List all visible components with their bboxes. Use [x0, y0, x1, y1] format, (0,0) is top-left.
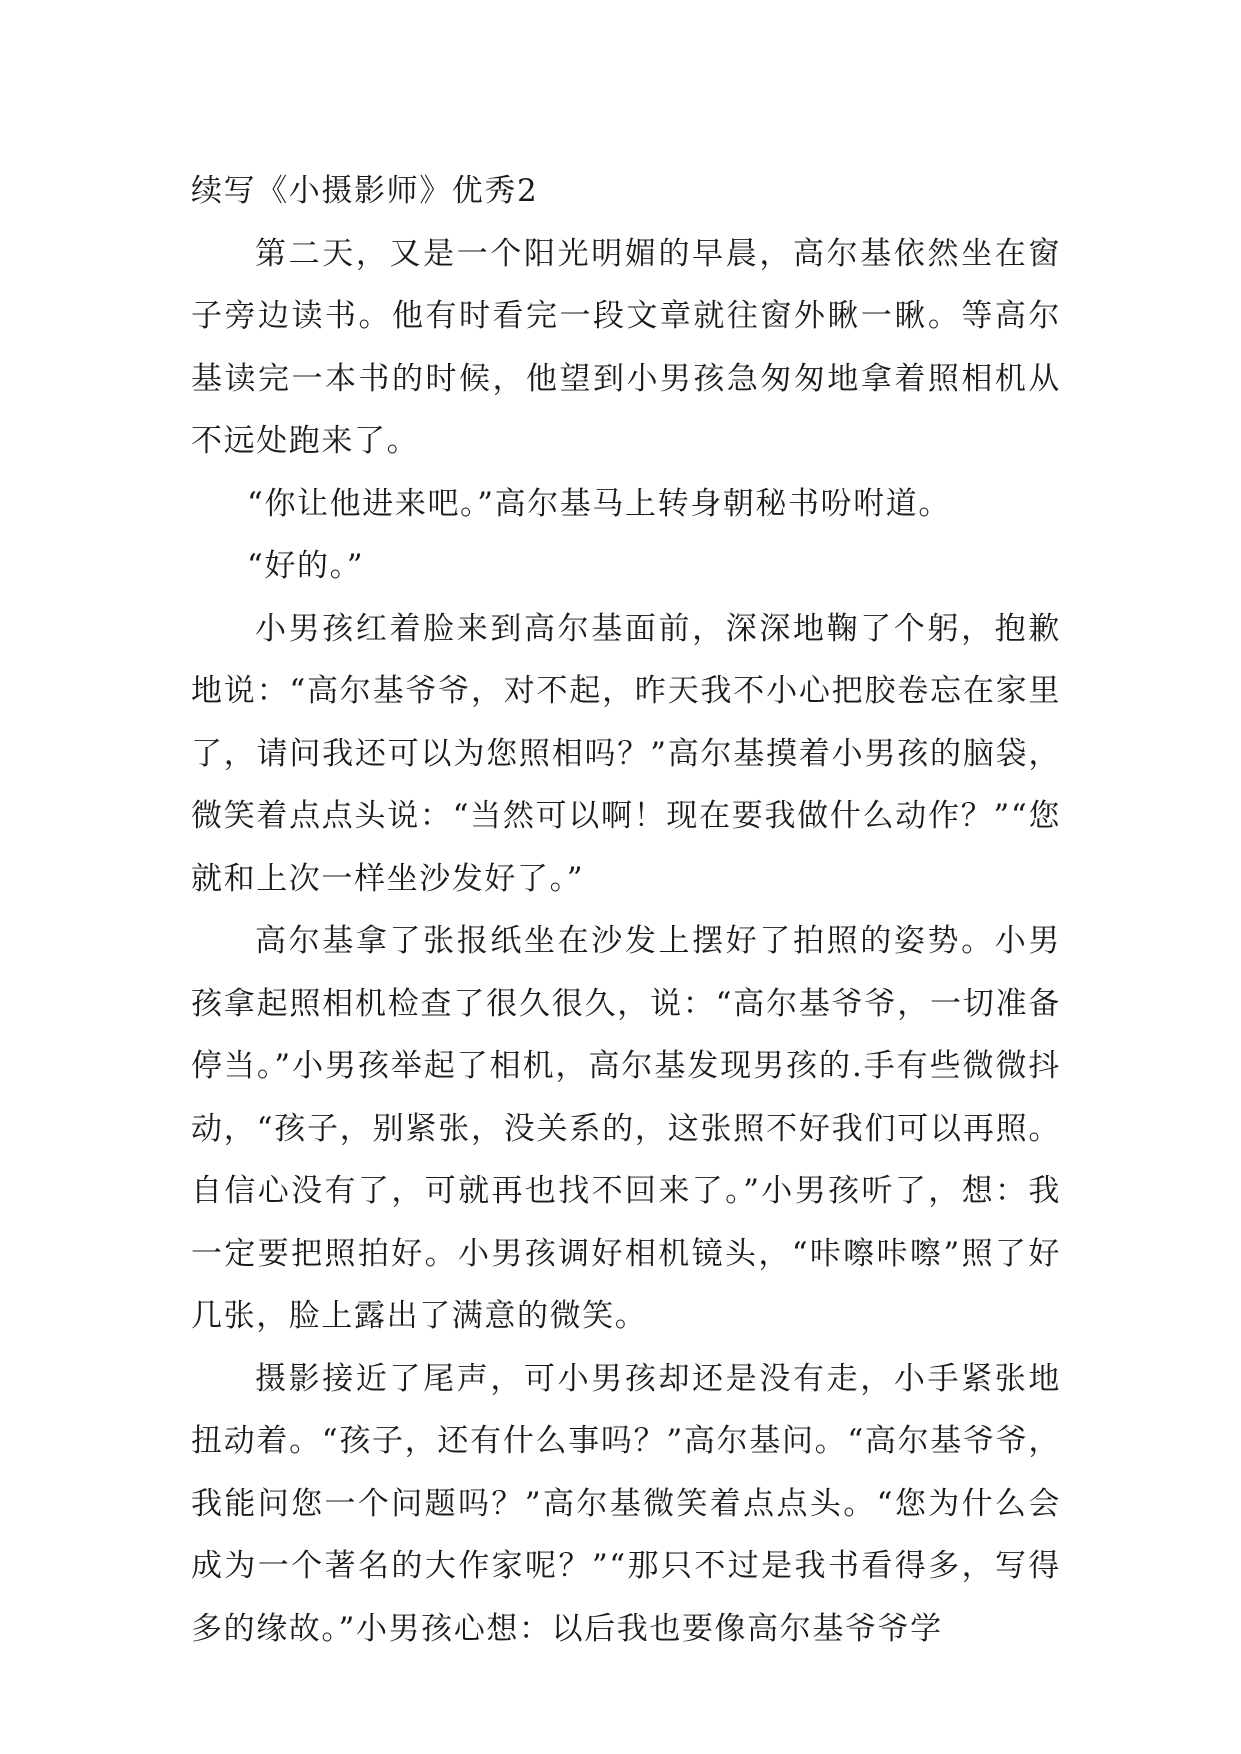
paragraph-let-him-in: “你让他进来吧。”高尔基马上转身朝秘书吩咐道。	[247, 485, 951, 522]
paragraph-morning: 第二天，又是一个阳光明媚的早晨，高尔基依然坐在窗子旁边读书。他有时看完一段文章就往窗外瞅一瞅。等高尔基读完一本书的时候，他望到小男孩急匆匆地拿着照相机从不远处跑来了。	[191, 235, 1061, 459]
paragraph-ok: “好的。”	[247, 548, 365, 584]
document-body	[191, 160, 1061, 1660]
document-title: 续写《小摄影师》优秀2	[191, 173, 539, 209]
paragraph-question: 摄影接近了尾声，可小男孩却还是没有走，小手紧张地扭动着。“孩子，还有什么事吗？”高尔基问。“高尔基爷爷，我能问您一个问题吗？”高尔基微笑着点点头。“您为什么会成为一个著名的大作家呢？”“那只不过是我书看得多，写得多的缘故。”小男孩心想：以后我也要像高尔基爷爷学	[191, 1360, 1061, 1647]
paragraph-apology: 小男孩红着脸来到高尔基面前，深深地鞠了个躬，抱歉地说：“高尔基爷爷，对不起，昨天我不小心把胶卷忘在家里了，请问我还可以为您照相吗？”高尔基摸着小男孩的脑袋，微笑着点点头说：“当然可以啊！现在要我做什么动作？”“您就和上次一样坐沙发好了。”	[191, 610, 1061, 897]
paragraph-photo-session: 高尔基拿了张报纸坐在沙发上摆好了拍照的姿势。小男孩拿起照相机检查了很久很久，说：“高尔基爷爷，一切准备停当。”小男孩举起了相机，高尔基发现男孩的.手有些微微抖动，“孩子，别紧张，没关系的，这张照不好我们可以再照。自信心没有了，可就再也找不回来了。”小男孩听了，想：我一定要把照拍好。小男孩调好相机镜头，“咔嚓咔嚓”照了好几张，脸上露出了满意的微笑。	[191, 923, 1061, 1334]
